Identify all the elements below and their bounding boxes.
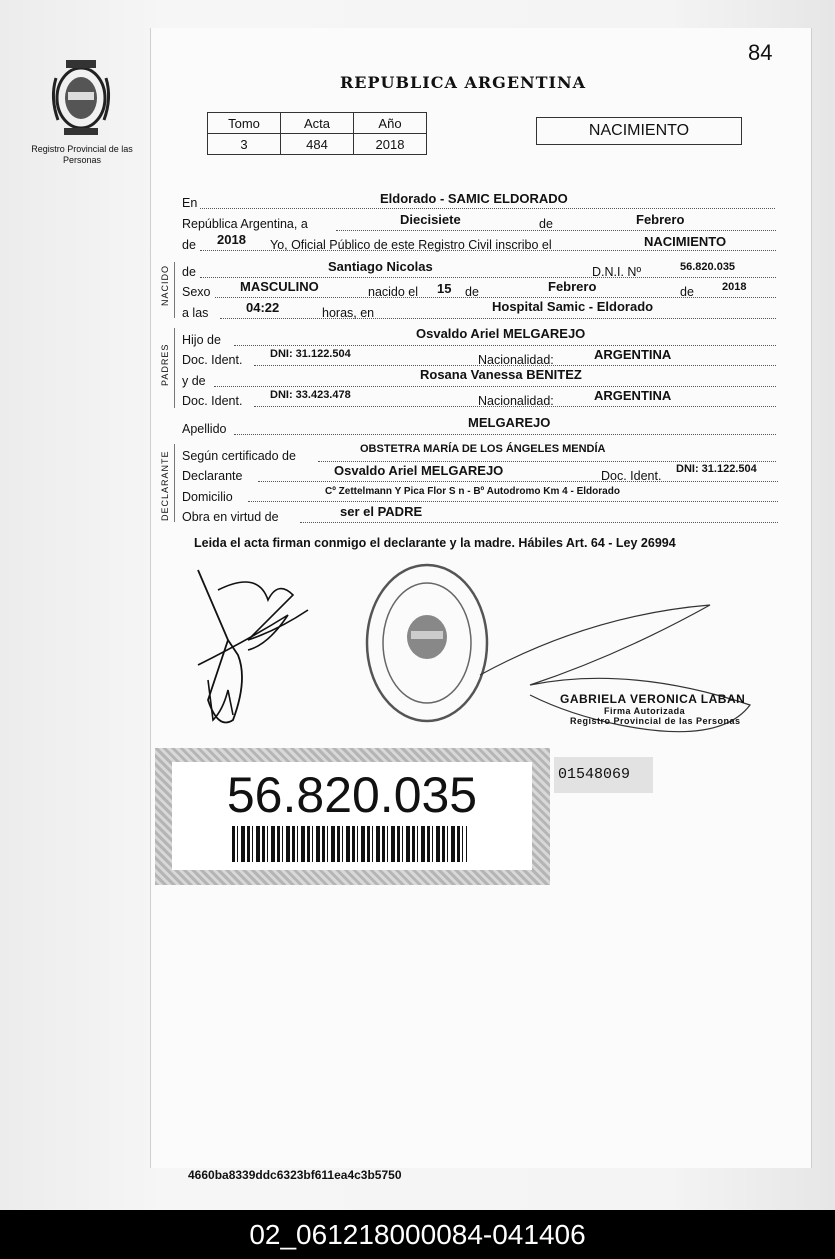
value-madre-nac: ARGENTINA (594, 388, 672, 403)
dotted-line (200, 277, 776, 278)
label-de-nac2: de (680, 285, 694, 299)
section-nacido: NACIDO (160, 264, 170, 306)
provincial-coat-of-arms-icon (46, 58, 116, 138)
label-doc-padre: Doc. Ident. (182, 353, 243, 367)
label-y-de: y de (182, 374, 206, 388)
value-hora: 04:22 (246, 300, 280, 315)
stamp-number: 01548069 (554, 757, 653, 793)
act-type-box: NACIMIENTO (536, 117, 742, 145)
dotted-line (220, 318, 776, 319)
barcode-number: 56.820.035 (226, 767, 478, 823)
label-de-year: de (182, 238, 196, 252)
closing-statement: Leida el acta firman conmigo el declarante y la madre. Hábiles Art. 64 - Ley 26994 (194, 536, 676, 550)
value-nac-anio: 2018 (722, 281, 747, 293)
signer-block (560, 692, 745, 726)
value-anio: 2018 (354, 134, 427, 155)
value-tomo: 3 (208, 134, 281, 155)
label-republica: República Argentina, a (182, 217, 308, 231)
dotted-line (234, 345, 776, 346)
dotted-line (248, 501, 778, 502)
label-a-las: a las (182, 306, 209, 320)
value-certificado: OBSTETRA MARÍA DE LOS ÁNGELES MENDÍA (360, 443, 606, 455)
value-apellido: MELGAREJO (468, 415, 551, 430)
value-nombre: Santiago Nicolas (328, 259, 433, 274)
label-nacido-el: nacido el (368, 285, 419, 299)
label-nac-padre: Nacionalidad: (478, 353, 554, 367)
record-table (207, 112, 427, 155)
label-hijo-de: Hijo de (182, 333, 221, 347)
dotted-line (214, 386, 776, 387)
dotted-line (258, 481, 778, 482)
value-declarante-doc: DNI: 31.122.504 (676, 463, 757, 475)
label-sexo: Sexo (182, 285, 211, 299)
header-tomo: Tomo (208, 113, 281, 134)
label-apellido: Apellido (182, 422, 227, 436)
label-horas-en: horas, en (322, 306, 375, 320)
dotted-line (318, 461, 776, 462)
barcode-bars (232, 826, 467, 862)
label-segun-certificado: Según certificado de (182, 449, 296, 463)
label-domicilio: Domicilio (182, 490, 233, 504)
dotted-line (300, 522, 778, 523)
section-brace (174, 262, 175, 318)
label-yo-oficial: Yo, Oficial Público de este Registro Civil inscribo el (270, 238, 552, 252)
header-anio: Año (354, 113, 427, 134)
value-padre-nac: ARGENTINA (594, 347, 672, 362)
label-doc-declarante: Doc. Ident. (601, 469, 662, 483)
document-hash: 4660ba8339ddc6323bf611ea4c3b5750 (188, 1168, 402, 1182)
label-dni: D.N.I. Nº (592, 265, 642, 279)
signer-role: Firma Autorizada (604, 706, 686, 716)
label-declarante: Declarante (182, 469, 243, 483)
label-de-nac: de (465, 285, 479, 299)
value-acta: 484 (281, 134, 354, 155)
label-nac-madre: Nacionalidad: (478, 394, 554, 408)
value-mes: Febrero (636, 212, 685, 227)
label-doc-madre: Doc. Ident. (182, 394, 243, 408)
value-nac-mes: Febrero (548, 279, 597, 294)
value-lugar-nac: Hospital Samic - Eldorado (492, 299, 654, 314)
label-de-nombre: de (182, 265, 196, 279)
page-number: 84 (748, 40, 773, 65)
value-anio: 2018 (217, 232, 246, 247)
value-dni: 56.820.035 (680, 261, 736, 273)
value-padre-doc: DNI: 31.122.504 (270, 348, 351, 360)
dotted-line (200, 208, 775, 209)
dotted-line (336, 230, 776, 231)
document-title: REPUBLICA ARGENTINA (340, 73, 587, 92)
signer-name: GABRIELA VERONICA LABAN (560, 692, 746, 706)
value-nac-dia: 15 (437, 281, 452, 296)
section-padres: PADRES (160, 343, 170, 386)
signer-office: Registro Provincial de las Personas (570, 716, 741, 726)
value-obra: ser el PADRE (340, 504, 423, 519)
dotted-line (234, 434, 776, 435)
value-domicilio: Cº Zettelmann Y Pica Flor S n - Bº Autodromo Km 4 - Eldorado (325, 486, 620, 497)
value-lugar: Eldorado - SAMIC ELDORADO (380, 191, 568, 206)
value-padre: Osvaldo Ariel MELGAREJO (416, 326, 586, 341)
value-madre: Rosana Vanessa BENITEZ (420, 367, 582, 382)
label-en: En (182, 196, 198, 210)
label-obra-en-virtud: Obra en virtud de (182, 510, 279, 524)
section-brace (174, 328, 175, 408)
label-de: de (539, 217, 553, 231)
header-acta: Acta (281, 113, 354, 134)
logo-caption: Registro Provincial de las Personas (31, 144, 133, 165)
value-inscripcion: NACIMIENTO (644, 234, 727, 249)
section-declarante: DECLARANTE (160, 450, 170, 521)
footer-id: 02_061218000084-041406 (0, 1210, 835, 1259)
section-brace (174, 444, 175, 522)
value-madre-doc: DNI: 33.423.478 (270, 389, 351, 401)
declarant-signature (188, 560, 328, 735)
dotted-line (200, 250, 776, 251)
value-declarante: Osvaldo Ariel MELGAREJO (334, 463, 504, 478)
value-sexo: MASCULINO (240, 279, 319, 294)
value-dia: Diecisiete (400, 212, 461, 227)
